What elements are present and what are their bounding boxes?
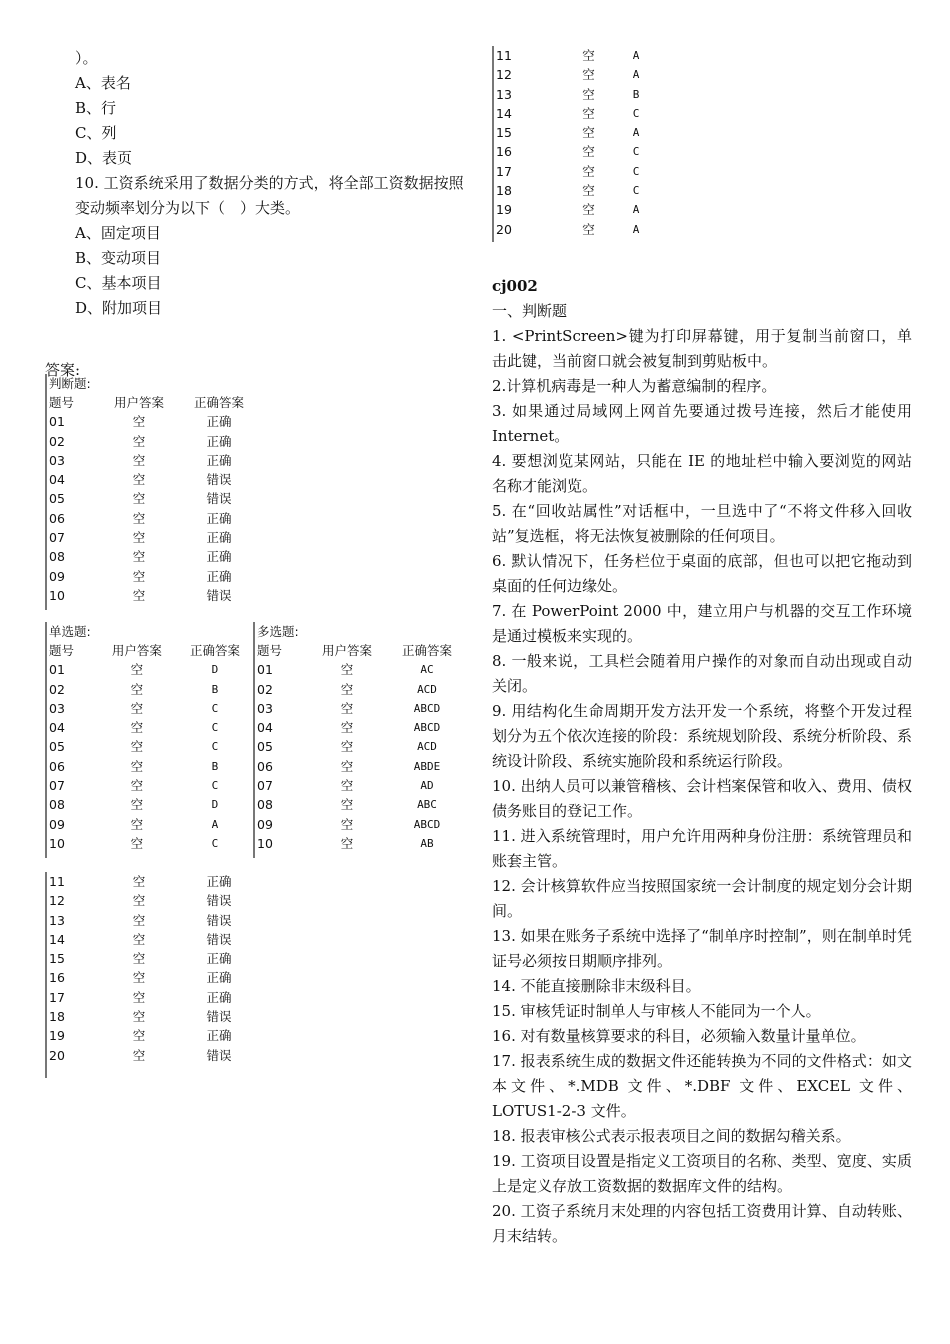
- table-row: [49, 891, 264, 910]
- row-correct-answer: ABC: [417, 798, 437, 812]
- row-correct-answer: 正确: [206, 549, 232, 565]
- row-correct-answer: ABCD: [413, 721, 441, 735]
- row-number: 14: [496, 105, 512, 121]
- option-d: D、表页: [75, 149, 133, 167]
- row-user-answer: 空: [340, 797, 354, 813]
- row-user-answer: 空: [132, 568, 146, 584]
- row-correct-answer: ABCD: [413, 701, 441, 715]
- table-row: [49, 776, 254, 795]
- statement-item: 8. 一般来说，工具栏会随着用户操作的对象而自动出现或自动关闭。: [492, 652, 912, 695]
- row-number: 05: [49, 491, 65, 507]
- table-row: [496, 46, 661, 65]
- table-row: [49, 1007, 264, 1026]
- table-row: [49, 528, 259, 547]
- table-row: [496, 123, 661, 142]
- table-row: [496, 200, 661, 219]
- header-number: 题号: [49, 395, 75, 410]
- table-title: 单选题:: [49, 624, 91, 639]
- option-b: B、行: [75, 99, 117, 117]
- row-user-answer: 空: [132, 912, 146, 928]
- row-user-answer: 空: [132, 472, 146, 488]
- statement-item: 17. 报表系统生成的数据文件还能转换为不同的文件格式：如文本文件、*.MDB 文件、*.DBF 文件、EXCEL 文件、LOTUS1-2-3 文件。: [492, 1052, 912, 1120]
- row-number: 13: [49, 912, 65, 928]
- statement-item: 14. 不能直接删除非末级科目。: [492, 977, 701, 995]
- single-choice-answers-table-continued: [492, 46, 661, 242]
- table-row: [496, 85, 661, 104]
- option-a: A、固定项目: [75, 224, 161, 242]
- row-number: 10: [49, 587, 65, 603]
- row-user-answer: 空: [582, 202, 595, 218]
- row-user-answer: 空: [340, 835, 354, 851]
- section-title: cj002: [492, 277, 538, 295]
- row-correct-answer: 正确: [206, 510, 232, 526]
- table-row: [257, 834, 467, 853]
- row-number: 18: [49, 1009, 65, 1025]
- row-correct-answer: 错误: [206, 472, 232, 488]
- statement-item: 19. 工资项目设置是指定义工资项目的名称、类型、宽度、实质上是定义存放工资数据的数据库文件的结构。: [492, 1152, 912, 1195]
- row-number: 12: [49, 893, 65, 909]
- row-number: 09: [49, 568, 65, 584]
- row-number: 01: [49, 662, 65, 678]
- row-number: 06: [49, 510, 65, 526]
- statement-list: [492, 324, 912, 1249]
- option-c: C、基本项目: [75, 274, 162, 292]
- row-correct-answer: 错误: [206, 912, 232, 928]
- row-user-answer: 空: [132, 989, 146, 1005]
- row-correct-answer: D: [211, 663, 219, 677]
- statement-item: 9. 用结构化生命周期开发方法开发一个系统，将整个开发过程划分为五个依次连接的阶段：系统规划阶段、系统分析阶段、系统设计阶段、系统实施阶段和系统运行阶段。: [492, 702, 913, 770]
- row-correct-answer: 正确: [206, 970, 232, 986]
- row-number: 03: [49, 700, 65, 716]
- row-number: 02: [49, 681, 65, 697]
- row-correct-answer: 错误: [206, 931, 232, 947]
- table-row: [257, 699, 467, 718]
- row-number: 15: [496, 125, 512, 141]
- row-user-answer: 空: [132, 549, 146, 565]
- row-correct-answer: AD: [420, 779, 434, 793]
- row-number: 03: [257, 700, 273, 716]
- row-user-answer: 空: [132, 951, 146, 967]
- statement-item: 13. 如果在账务子系统中选择了“制单序时控制”，则在制单时凭证号必须按日期顺序排列。: [492, 927, 912, 970]
- row-number: 08: [49, 797, 65, 813]
- single-choice-answers-table: [45, 622, 254, 858]
- table-row: [496, 220, 661, 239]
- multiple-choice-answers-table: [253, 622, 467, 858]
- row-correct-answer: C: [211, 740, 219, 754]
- row-number: 06: [257, 758, 273, 774]
- row-user-answer: 空: [130, 758, 144, 774]
- row-correct-answer: 错误: [206, 491, 232, 507]
- row-user-answer: 空: [132, 510, 146, 526]
- row-user-answer: 空: [132, 491, 146, 507]
- row-correct-answer: 正确: [206, 530, 232, 546]
- row-user-answer: 空: [340, 700, 354, 716]
- table-row: [49, 509, 259, 528]
- row-number: 18: [496, 183, 512, 199]
- row-correct-answer: A: [632, 126, 640, 140]
- row-number: 19: [49, 1028, 65, 1044]
- row-correct-answer: A: [632, 49, 640, 62]
- statement-item: 1. <PrintScreen>键为打印屏幕键，用于复制当前窗口，单击此键，当前窗口就会被复制到剪贴板中。: [492, 327, 912, 370]
- row-user-answer: 空: [340, 662, 354, 678]
- row-user-answer: 空: [582, 105, 595, 121]
- row-number: 10: [49, 835, 65, 851]
- row-number: 04: [49, 720, 65, 736]
- header-user-answer: 用户答案: [321, 643, 372, 658]
- row-user-answer: 空: [132, 874, 146, 889]
- row-number: 05: [49, 739, 65, 755]
- table-row: [257, 680, 467, 699]
- row-number: 02: [49, 433, 65, 449]
- row-correct-answer: 正确: [206, 568, 232, 584]
- row-number: 13: [496, 86, 512, 102]
- statement-item: 2.计算机病毒是一种人为蓄意编制的程序。: [492, 377, 777, 395]
- table-row: [49, 489, 259, 508]
- row-user-answer: 空: [582, 125, 595, 141]
- row-correct-answer: C: [632, 184, 640, 198]
- row-user-answer: 空: [132, 970, 146, 986]
- question-10-options: [75, 221, 465, 321]
- row-user-answer: 空: [582, 48, 595, 63]
- table-row: [496, 65, 661, 84]
- left-column: [45, 46, 465, 1063]
- row-user-answer: 空: [132, 1047, 146, 1063]
- table-row: [257, 776, 467, 795]
- row-correct-answer: C: [211, 721, 219, 735]
- option-b: B、变动项目: [75, 249, 162, 267]
- row-correct-answer: A: [632, 68, 640, 82]
- row-number: 12: [496, 67, 512, 83]
- statement-item: 18. 报表审核公式表示报表项目之间的数据勾稽关系。: [492, 1127, 851, 1145]
- statement-item: 6. 默认情况下，任务栏位于桌面的底部，但也可以把它拖动到桌面的任何边缘处。: [492, 552, 912, 595]
- statement-item: 4. 要想浏览某网站，只能在 IE 的地址栏中输入要浏览的网站名称才能浏览。: [492, 452, 912, 495]
- row-correct-answer: 正确: [206, 452, 232, 468]
- table-row: [257, 815, 467, 834]
- header-number: 题号: [49, 643, 75, 658]
- table-row: [496, 104, 661, 123]
- table-row: [257, 757, 467, 776]
- row-correct-answer: B: [211, 682, 219, 696]
- table-row: [49, 949, 264, 968]
- row-user-answer: 空: [582, 144, 595, 160]
- row-user-answer: 空: [130, 835, 144, 851]
- row-correct-answer: ACD: [417, 740, 437, 754]
- statement-item: 5. 在“回收站属性”对话框中，一旦选中了“不将文件移入回收站”复选框，将无法恢复被删除的任何项目。: [492, 502, 912, 545]
- row-correct-answer: C: [211, 779, 219, 793]
- row-user-answer: 空: [132, 414, 146, 430]
- row-user-answer: 空: [130, 662, 144, 678]
- row-user-answer: 空: [582, 67, 595, 83]
- statement-item: 15. 审核凭证时制单人与审核人不能同为一个人。: [492, 1002, 821, 1020]
- row-number: 15: [49, 951, 65, 967]
- row-user-answer: 空: [132, 893, 146, 909]
- row-correct-answer: AB: [420, 836, 434, 850]
- row-number: 08: [257, 797, 273, 813]
- row-correct-answer: D: [211, 798, 219, 812]
- row-correct-answer: A: [632, 203, 640, 217]
- row-user-answer: 空: [132, 1009, 146, 1025]
- row-user-answer: 空: [340, 720, 354, 736]
- row-user-answer: 空: [340, 681, 354, 697]
- header-correct-answer: 正确答案: [401, 643, 452, 658]
- row-user-answer: 空: [130, 700, 144, 716]
- row-number: 14: [49, 931, 65, 947]
- row-correct-answer: 正确: [206, 433, 232, 449]
- row-number: 06: [49, 758, 65, 774]
- row-correct-answer: 正确: [206, 414, 232, 430]
- row-user-answer: 空: [130, 681, 144, 697]
- true-false-answers-table: [45, 374, 259, 610]
- row-correct-answer: B: [632, 87, 640, 101]
- table-row: [49, 872, 264, 891]
- table-header: [257, 641, 467, 660]
- row-number: 05: [257, 739, 273, 755]
- row-correct-answer: ABCD: [413, 817, 441, 831]
- row-correct-answer: 错误: [206, 893, 232, 909]
- table-row: [49, 680, 254, 699]
- row-correct-answer: C: [632, 145, 640, 159]
- table-row: [257, 718, 467, 737]
- row-number: 01: [49, 414, 65, 430]
- table-title: 判断题:: [49, 376, 91, 391]
- row-number: 02: [257, 681, 273, 697]
- row-number: 04: [257, 720, 273, 736]
- row-number: 04: [49, 472, 65, 488]
- row-user-answer: 空: [130, 720, 144, 736]
- statement-item: 16. 对有数量核算要求的科目，必须输入数量计量单位。: [492, 1027, 866, 1045]
- row-number: 11: [49, 874, 65, 889]
- row-number: 07: [49, 530, 65, 546]
- row-user-answer: 空: [582, 183, 595, 199]
- row-number: 16: [49, 970, 65, 986]
- row-user-answer: 空: [130, 778, 144, 794]
- row-correct-answer: 正确: [206, 1028, 232, 1044]
- row-correct-answer: C: [211, 836, 219, 850]
- row-user-answer: 空: [132, 587, 146, 603]
- table-row: [49, 567, 259, 586]
- table-row: [49, 718, 254, 737]
- row-number: 09: [257, 816, 273, 832]
- table-row: [49, 834, 254, 853]
- table-header: [49, 393, 259, 412]
- header-number: 题号: [257, 643, 283, 658]
- row-correct-answer: ACD: [417, 682, 437, 696]
- row-user-answer: 空: [582, 221, 595, 237]
- row-correct-answer: C: [632, 106, 640, 120]
- row-number: 20: [49, 1047, 65, 1063]
- table-row: [49, 911, 264, 930]
- row-correct-answer: ABDE: [413, 759, 441, 773]
- row-user-answer: 空: [582, 163, 595, 179]
- row-number: 03: [49, 452, 65, 468]
- row-number: 17: [49, 989, 65, 1005]
- answers-label: 答案:: [45, 361, 81, 379]
- option-c: C、列: [75, 124, 117, 142]
- question-9-options: [75, 46, 465, 171]
- row-number: 19: [496, 202, 512, 218]
- row-correct-answer: C: [211, 701, 219, 715]
- statement-item: 3. 如果通过局域网上网首先要通过拨号连接，然后才能使用 Internet。: [492, 402, 912, 445]
- option-d: D、附加项目: [75, 299, 163, 317]
- table-row: [49, 470, 259, 489]
- row-number: 07: [257, 778, 273, 794]
- table-row: [49, 737, 254, 756]
- table-row: [496, 181, 661, 200]
- table-row: [49, 699, 254, 718]
- table-row: [49, 660, 254, 679]
- row-user-answer: 空: [132, 452, 146, 468]
- row-correct-answer: B: [211, 759, 219, 773]
- row-number: 16: [496, 144, 512, 160]
- row-user-answer: 空: [132, 1028, 146, 1044]
- row-user-answer: 空: [582, 86, 595, 102]
- question-10-text: 10. 工资系统采用了数据分类的方式，将全部工资数据按照变动频率划分为以下（ ）大类。: [75, 174, 464, 217]
- row-number: 20: [496, 221, 512, 237]
- option-a: A、表名: [75, 74, 131, 92]
- row-number: 10: [257, 835, 273, 851]
- table-title: 多选题:: [257, 624, 299, 639]
- header-correct-answer: 正确答案: [193, 395, 244, 410]
- table-row: [257, 795, 467, 814]
- true-false-answers-table-continued: [45, 872, 264, 1078]
- table-row: [49, 930, 264, 949]
- row-number: 17: [496, 163, 512, 179]
- row-user-answer: 空: [132, 433, 146, 449]
- row-user-answer: 空: [340, 739, 354, 755]
- row-user-answer: 空: [130, 816, 144, 832]
- header-correct-answer: 正确答案: [189, 643, 240, 658]
- row-correct-answer: 错误: [206, 1009, 232, 1025]
- row-correct-answer: AC: [420, 663, 434, 677]
- statement-item: 11. 进入系统管理时，用户允许用两种身份注册：系统管理员和账套主管。: [492, 827, 912, 870]
- table-row: [496, 142, 661, 161]
- table-row: [49, 795, 254, 814]
- statement-item: 10. 出纳人员可以兼管稽核、会计档案保管和收入、费用、债权债务账目的登记工作。: [492, 777, 912, 820]
- table-row: [49, 451, 259, 470]
- row-correct-answer: 错误: [206, 1047, 232, 1063]
- row-number: 01: [257, 662, 273, 678]
- table-header: [49, 641, 254, 660]
- row-correct-answer: A: [211, 817, 219, 831]
- row-correct-answer: 正确: [206, 989, 232, 1005]
- table-row: [49, 432, 259, 451]
- table-row: [49, 1026, 264, 1045]
- statement-item: 12. 会计核算软件应当按照国家统一会计制度的规定划分会计期间。: [492, 877, 912, 920]
- table-row: [49, 547, 259, 566]
- table-row: [49, 968, 264, 987]
- row-user-answer: 空: [340, 758, 354, 774]
- table-row: [49, 757, 254, 776]
- table-row: [49, 1046, 264, 1065]
- row-user-answer: 空: [340, 816, 354, 832]
- statement-item: 7. 在 PowerPoint 2000 中，建立用户与机器的交互工作环境是通过模板来实现的。: [492, 602, 912, 645]
- row-correct-answer: 正确: [206, 874, 232, 889]
- row-user-answer: 空: [132, 931, 146, 947]
- row-correct-answer: A: [632, 222, 640, 236]
- row-user-answer: 空: [130, 739, 144, 755]
- row-user-answer: 空: [130, 797, 144, 813]
- row-number: 09: [49, 816, 65, 832]
- right-column: [492, 46, 912, 1249]
- row-user-answer: 空: [340, 778, 354, 794]
- question-9-tail: ）。: [75, 49, 98, 67]
- row-correct-answer: 正确: [206, 951, 232, 967]
- table-row: [49, 586, 259, 605]
- table-row: [49, 988, 264, 1007]
- header-user-answer: 用户答案: [111, 643, 162, 658]
- statement-item: 20. 工资子系统月末处理的内容包括工资费用计算、自动转账、月末结转。: [492, 1202, 912, 1245]
- row-number: 08: [49, 549, 65, 565]
- table-row: [49, 412, 259, 431]
- row-correct-answer: 错误: [206, 587, 232, 603]
- row-correct-answer: C: [632, 164, 640, 178]
- row-number: 07: [49, 778, 65, 794]
- header-user-answer: 用户答案: [113, 395, 164, 410]
- table-row: [49, 815, 254, 834]
- table-row: [257, 737, 467, 756]
- table-row: [257, 660, 467, 679]
- row-number: 11: [496, 48, 512, 63]
- table-row: [496, 162, 661, 181]
- section-subtitle: 一、判断题: [492, 302, 568, 320]
- row-user-answer: 空: [132, 530, 146, 546]
